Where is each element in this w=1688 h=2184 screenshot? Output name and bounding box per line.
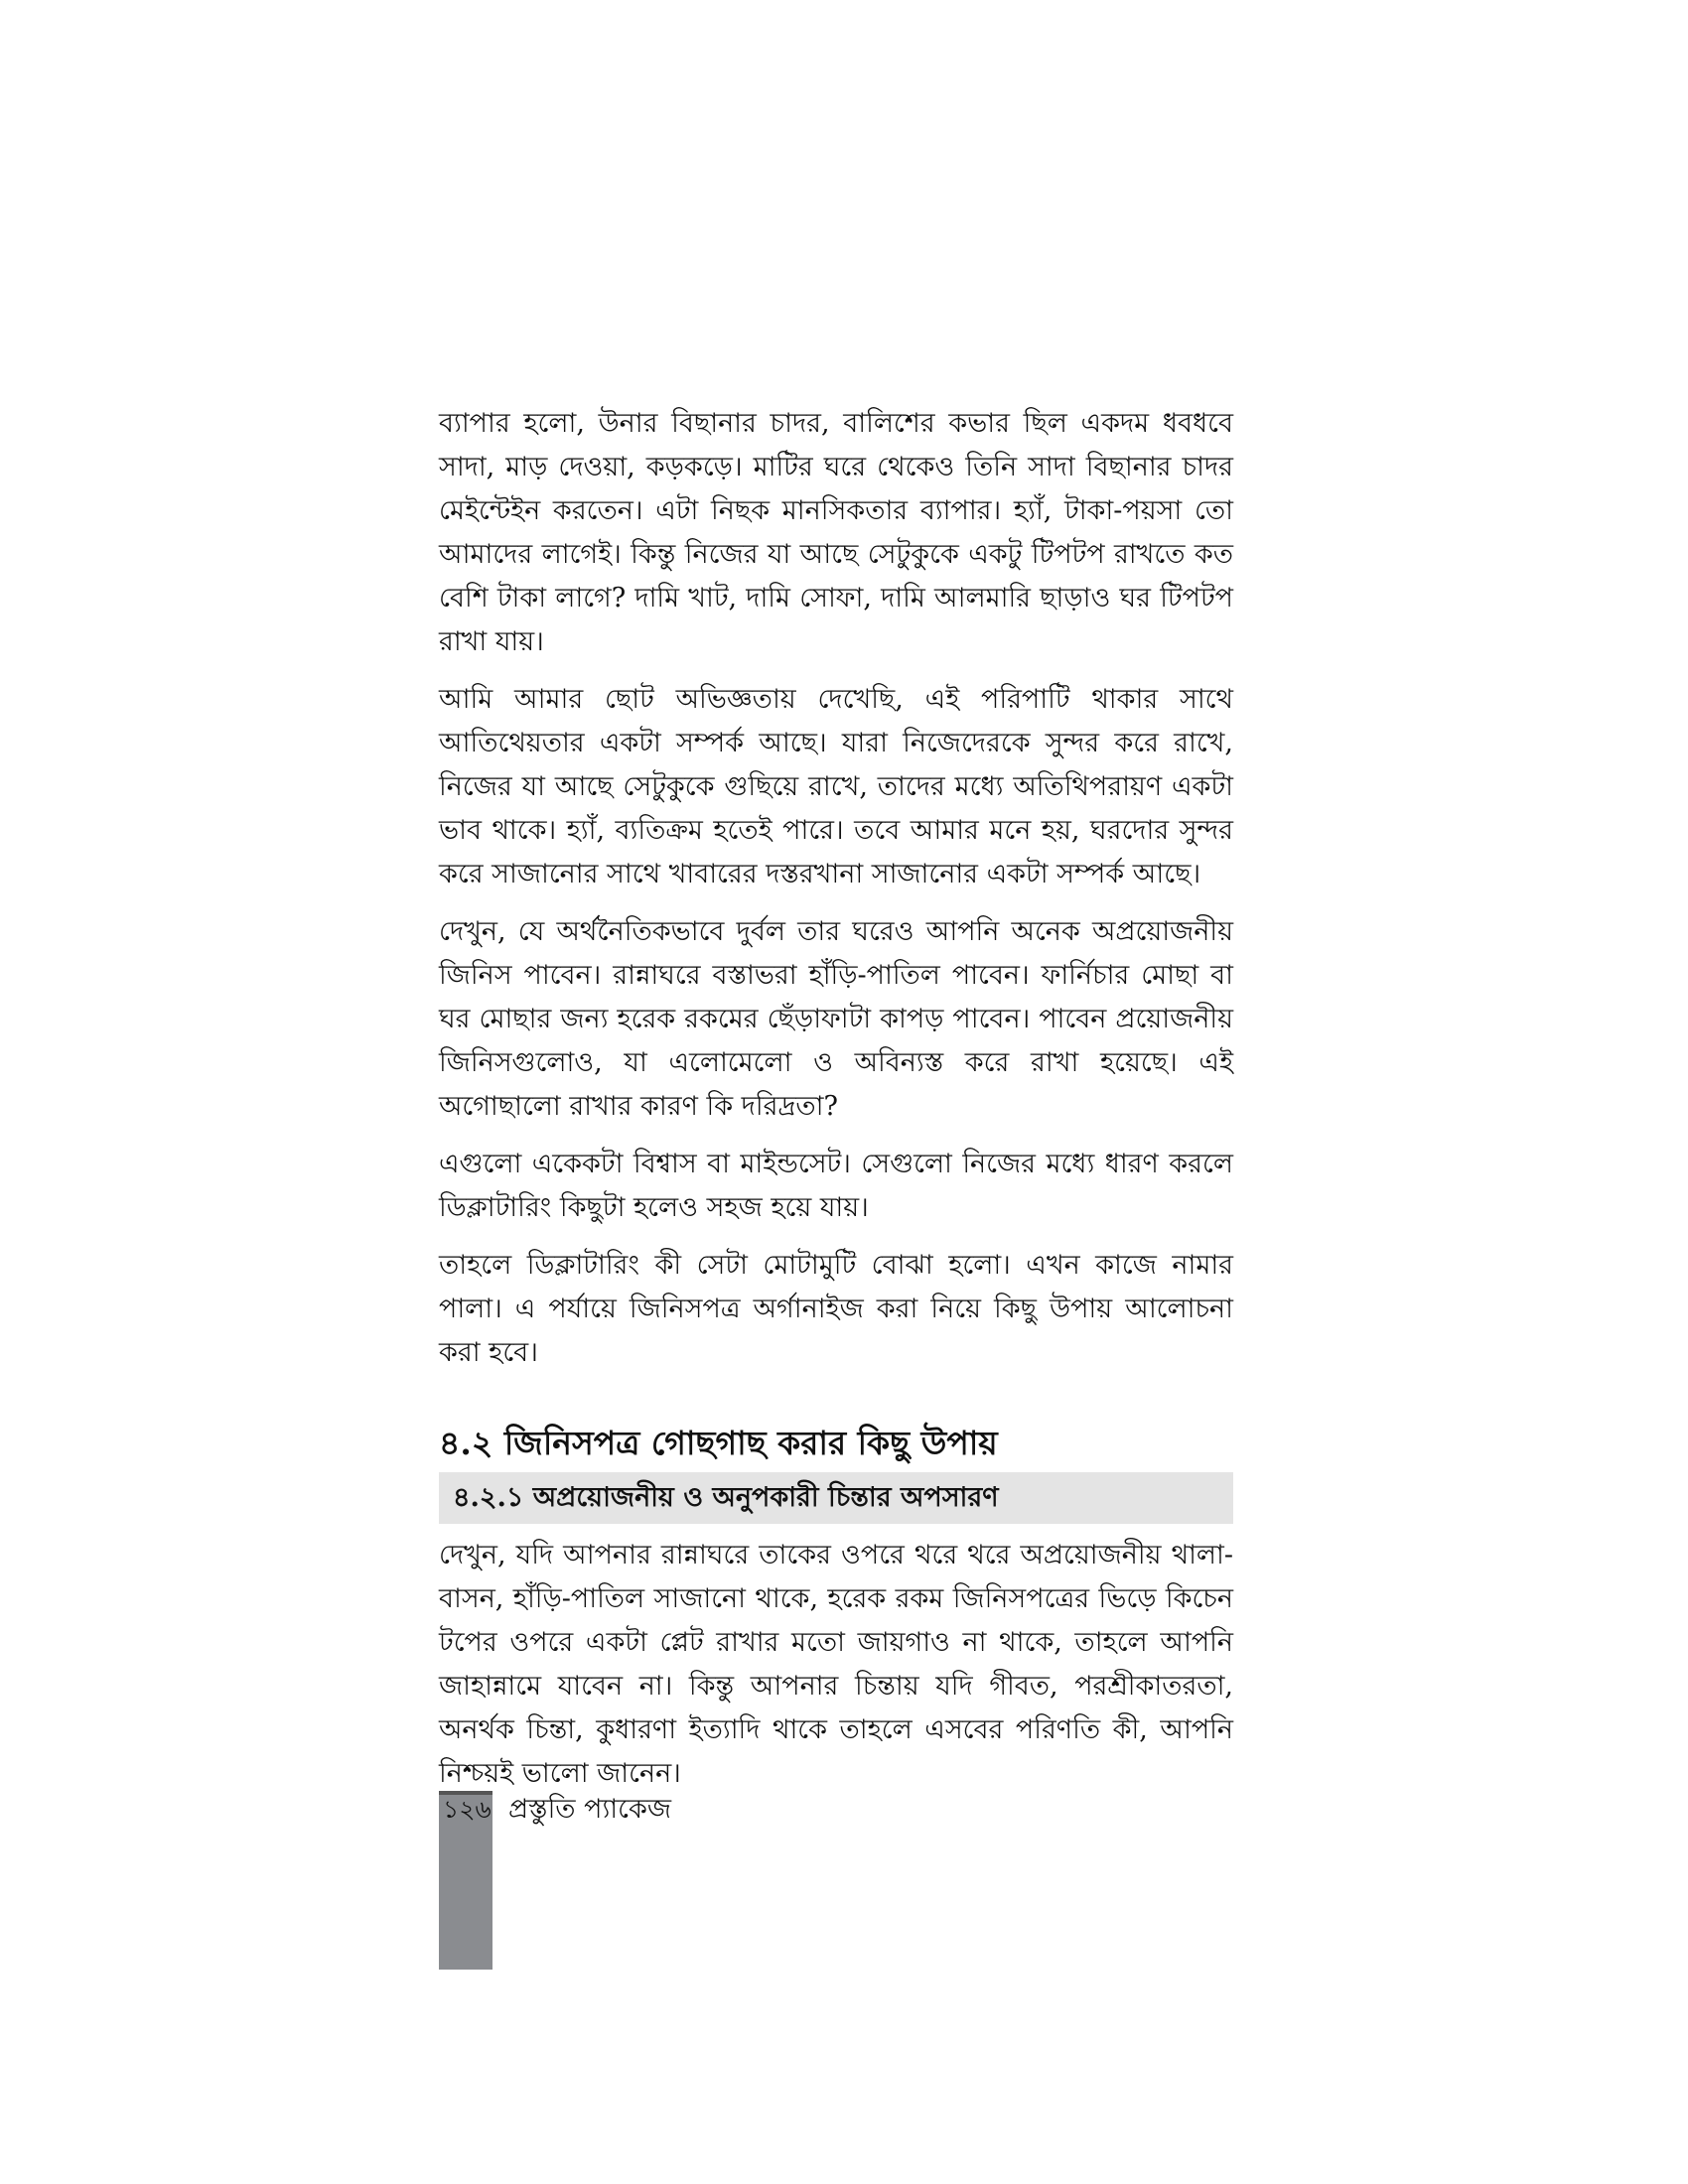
body-paragraph-6: দেখুন, যদি আপনার রান্নাঘরে তাকের ওপরে থরে থরে অপ্রয়োজনীয় থালা-বাসন, হাঁড়ি-পাতিল সাজানো থাকে, হরেক রকম জিনিসপত্রের ভিড়ে কিচেন টপের ওপরে একটা প্লেট রাখার মতো জায়গাও না থাকে, তাহলে আপনি জাহান্নামে যাবেন না। কিন্তু আপনার চিন্তায় যদি গীবত, পরশ্রীকাতরতা, অনর্থক চিন্তা, কুধারণা ইত্যাদি থাকে তাহলে এসবের পরিণতি কী, আপনি নিশ্চয়ই ভালো জানেন। bbox=[439, 1540, 1233, 1789]
body-paragraph-1: ব্যাপার হলো, উনার বিছানার চাদর, বালিশের কভার ছিল একদম ধবধবে সাদা, মাড় দেওয়া, কড়কড়ে। মাটির ঘরে থেকেও তিনি সাদা বিছানার চাদর মেইন্টেইন করতেন। এটা নিছক মানসিকতার ব্যাপার। হ্যাঁ, টাকা-পয়সা তো আমাদের লাগেই। কিন্তু নিজের যা আছে সেটুকুকে একটু টিপটপ রাখতে কত বেশি টাকা লাগে? দামি খাট, দামি সোফা, দামি আলমারি ছাড়াও ঘর টিপটপ রাখা যায়। bbox=[439, 408, 1233, 657]
subsection-heading: ৪.২.১ অপ্রয়োজনীয় ও অনুপকারী চিন্তার অপসারণ bbox=[439, 1472, 1233, 1524]
running-title: প্রস্তুতি প্যাকেজ bbox=[508, 1794, 672, 1825]
body-paragraph-4: এগুলো একেকটা বিশ্বাস বা মাইন্ডসেট। সেগুলো নিজের মধ্যে ধারণ করলে ডিক্লাটারিং কিছুটা হলেও সহজ হয়ে যায়। bbox=[439, 1149, 1233, 1223]
section-heading: ৪.২ জিনিসপত্র গোছগাছ করার কিছু উপায় bbox=[439, 1424, 998, 1462]
body-paragraph-3: দেখুন, যে অর্থনৈতিকভাবে দুর্বল তার ঘরেও আপনি অনেক অপ্রয়োজনীয় জিনিস পাবেন। রান্নাঘরে বস্তাভরা হাঁড়ি-পাতিল পাবেন। ফার্নিচার মোছা বা ঘর মোছার জন্য হরেক রকমের ছেঁড়াফাটা কাপড় পাবেন। পাবেন প্রয়োজনীয় জিনিসগুলোও, যা এলোমেলো ও অবিন্যস্ত করে রাখা হয়েছে। এই অগোছালো রাখার কারণ কি দরিদ্রতা? bbox=[439, 916, 1233, 1122]
body-paragraph-2: আমি আমার ছোট অভিজ্ঞতায় দেখেছি, এই পরিপাটি থাকার সাথে আতিথেয়তার একটা সম্পর্ক আছে। যারা নিজেদেরকে সুন্দর করে রাখে, নিজের যা আছে সেটুকুকে গুছিয়ে রাখে, তাদের মধ্যে অতিথিপরায়ণ একটা ভাব থাকে। হ্যাঁ, ব্যতিক্রম হতেই পারে। তবে আমার মনে হয়, ঘরদোর সুন্দর করে সাজানোর সাথে খাবারের দস্তরখানা সাজানোর একটা সম্পর্ক আছে। bbox=[439, 684, 1233, 889]
body-paragraph-5: তাহলে ডিক্লাটারিং কী সেটা মোটামুটি বোঝা হলো। এখন কাজে নামার পালা। এ পর্যায়ে জিনিসপত্র অর্গানাইজ করা নিয়ে কিছু উপায় আলোচনা করা হবে। bbox=[439, 1250, 1233, 1368]
page-number: ১২৬ bbox=[443, 1795, 492, 1824]
page-body bbox=[439, 402, 1233, 1810]
